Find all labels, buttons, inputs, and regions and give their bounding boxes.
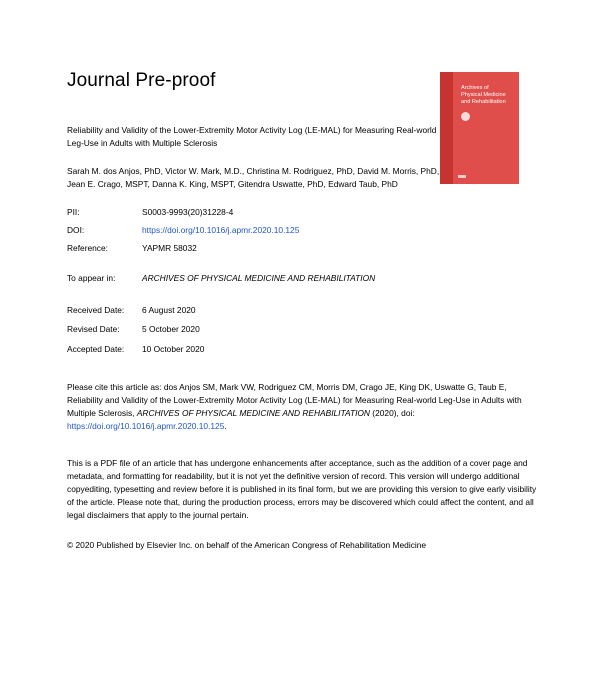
journal-cover-thumbnail	[440, 72, 519, 184]
citation-end: .	[224, 421, 227, 431]
cover-logo	[461, 112, 470, 121]
received-label: Received Date:	[67, 305, 125, 315]
cover-title-line: Archives of	[461, 85, 489, 91]
cover-journal-title	[461, 85, 517, 106]
reference-label: Reference:	[67, 243, 108, 253]
appear-label: To appear in:	[67, 273, 116, 283]
cover-footer-mark	[458, 175, 466, 178]
article-authors: Sarah M. dos Anjos, PhD, Victor W. Mark, M.D., Christina M. Rodriguez, PhD, David M. Morris, PhD, Jean E. Crago, MSPT, Danna K. King, MSPT, Gitendra Uswatte, PhD, Edward Taub, PhD	[67, 166, 440, 189]
copyright-paragraph	[67, 539, 537, 552]
citation-paragraph	[67, 381, 537, 433]
citation-doi-link[interactable]: https://doi.org/10.1016/j.apmr.2020.10.125	[67, 421, 225, 431]
disclaimer-text: This is a PDF file of an article that has undergone enhancements after acceptance, such as the addition of a cover page and metadata, and formatting for readability, but it is not yet the definitive version of record. This version will undergo additional copyediting, typesetting and review before it is published in its final form, but we are providing this version to give early visibility of the article. Please note that, during the production process, errors may be discovered which could affect the content, and all legal disclaimers that apply to the journal pertain.	[67, 458, 537, 520]
citation-journal: ARCHIVES OF PHYSICAL MEDICINE AND REHABILITATION	[136, 408, 370, 418]
citation-text: Please cite this article as: dos Anjos SM, Mark VW, Rodriguez CM, Morris DM, Crago JE, King DK, Uswatte G, Taub E, Reliability and Validity of the Lower-Extremity Motor Activity Log (LE-MAL) for Measuring Real-world Leg-Use in Adults with Multiple Sclerosis,	[67, 382, 522, 418]
received-date: 6 August 2020	[142, 305, 196, 315]
revised-label: Revised Date:	[67, 324, 120, 334]
disclaimer-paragraph	[67, 457, 537, 522]
pii-value: S0003-9993(20)31228-4	[142, 207, 234, 217]
doi-link[interactable]: https://doi.org/10.1016/j.apmr.2020.10.125	[142, 225, 300, 235]
reference-value: YAPMR 58032	[142, 243, 197, 253]
copyright-text: © 2020 Published by Elsevier Inc. on behalf of the American Congress of Rehabilitation Medicine	[67, 540, 427, 550]
doi-label: DOI:	[67, 225, 85, 235]
cover-title-line: Physical Medicine	[461, 92, 506, 98]
cover-title-line: and Rehabilitation	[461, 99, 506, 105]
revised-date: 5 October 2020	[142, 324, 200, 334]
appear-journal: ARCHIVES OF PHYSICAL MEDICINE AND REHABILITATION	[142, 273, 376, 283]
article-title: Reliability and Validity of the Lower-Extremity Motor Activity Log (LE-MAL) for Measuring Real-world Leg-Use in Adults with Multiple Sclerosis	[67, 125, 437, 148]
accepted-date: 10 October 2020	[142, 344, 205, 354]
pii-label: PII:	[67, 207, 80, 217]
citation-year: (2020), doi:	[369, 408, 415, 418]
accepted-label: Accepted Date:	[67, 344, 125, 354]
page-heading: Journal Pre-proof	[67, 70, 216, 91]
